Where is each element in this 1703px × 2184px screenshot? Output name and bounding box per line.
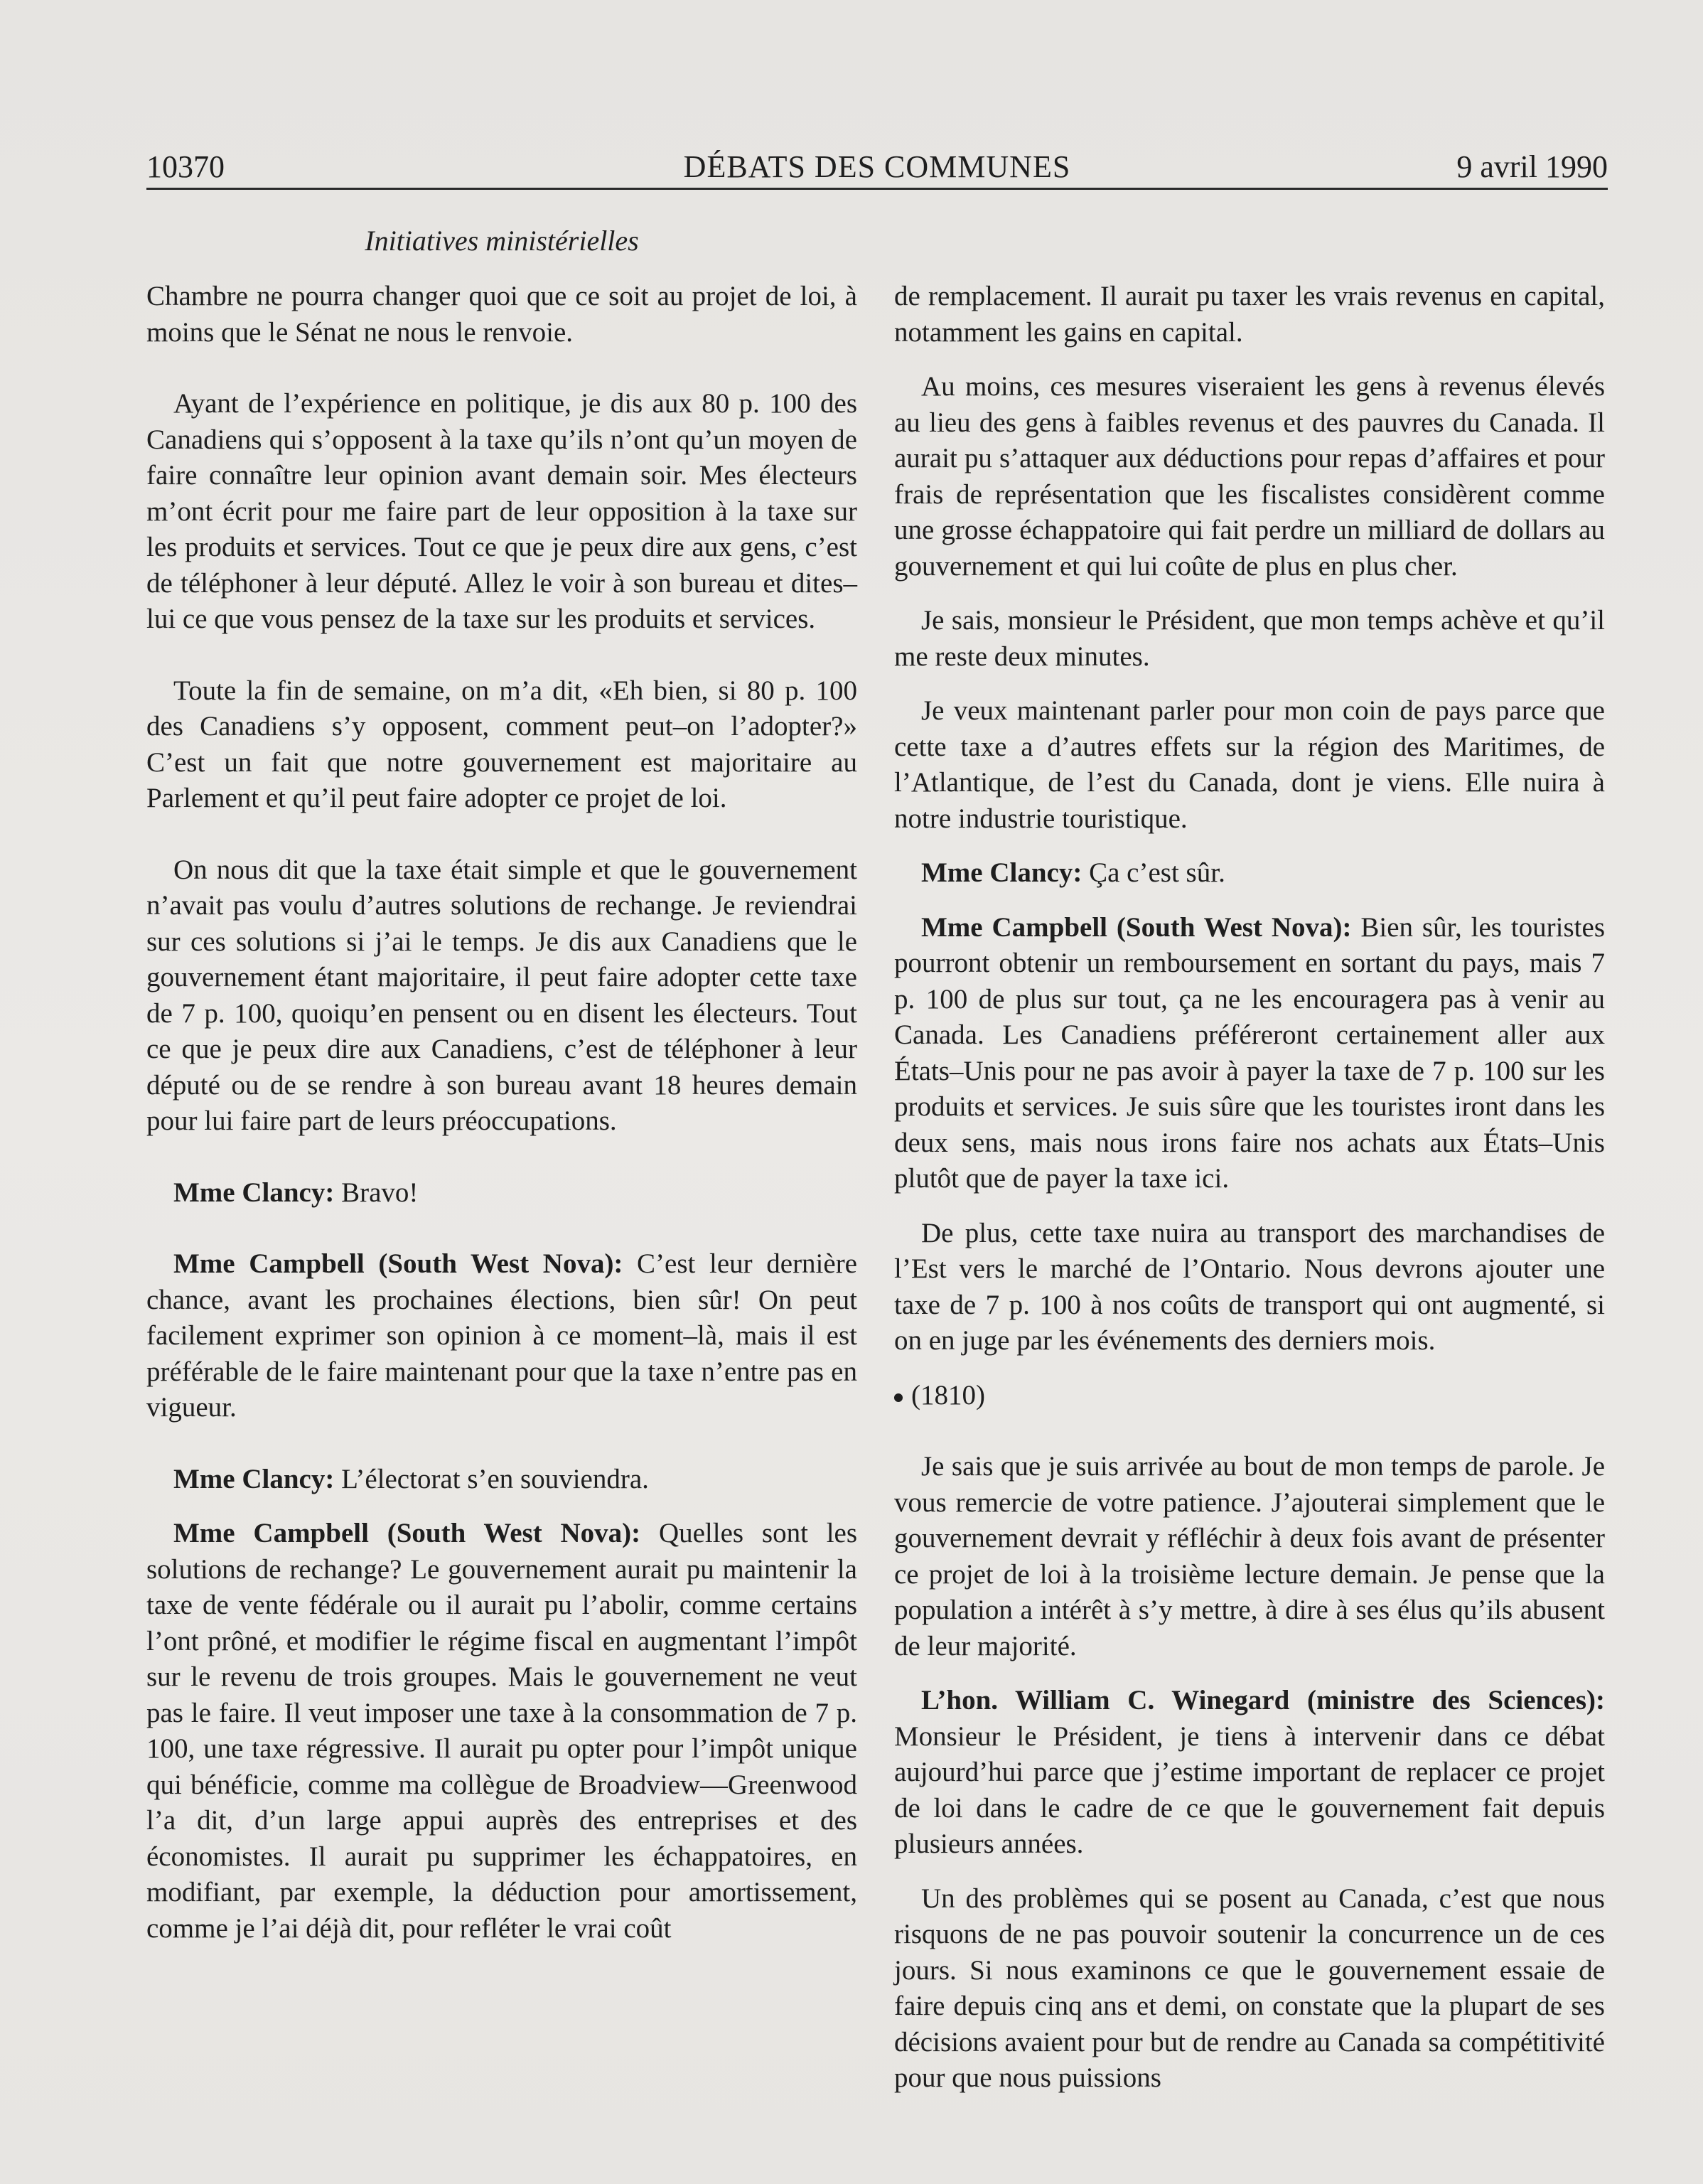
right-column — [894, 279, 1605, 2097]
speech-paragraph: Mme Clancy: L’électorat s’en souviendra. — [173, 1463, 649, 1494]
speech-paragraph: Mme Clancy: Bravo! — [173, 1177, 419, 1208]
page-number: 10370 — [146, 149, 225, 184]
section-label: Initiatives ministérielles — [365, 225, 639, 257]
paragraph: de remplacement. Il aurait pu taxer les vrais revenus en capital, notamment les gains en capital. — [894, 281, 1605, 348]
speaker-name: Mme Campbell (South West Nova): — [173, 1248, 623, 1279]
paragraph: Je veux maintenant parler pour mon coin de pays parce que cette taxe a d’autres effets sur la région des Maritimes, de l’Atlantique, de l’est du Canada, dont je viens. Elle nuira à notre industrie touristique. — [894, 695, 1605, 834]
paragraph: Chambre ne pourra changer quoi que ce soit au projet de loi, à moins que le Sénat ne nous le renvoie. — [146, 281, 857, 348]
speaker-name: Mme Clancy: — [921, 857, 1082, 888]
header-rule — [146, 188, 1608, 190]
bullet-icon — [894, 1393, 903, 1402]
speaker-name: Mme Campbell (South West Nova): — [921, 911, 1352, 943]
speaker-name: Mme Clancy: — [173, 1177, 335, 1208]
speech-paragraph: Mme Campbell (South West Nova): Quelles sont les solutions de rechange? Le gouvernement aurait pu maintenir la taxe de vente fédérale ou il aurait pu l’abolir, comme certains l’ont prôné, et modifier le régime fiscal en augmentant l’impôt sur le revenu de trois groupes. Mais le gouvernement ne veut pas le faire. Il veut imposer une taxe à la consommation de 7 p. 100, une taxe régressive. Il aurait pu opter pour l’impôt unique qui bénéficie, comme ma collègue de Broadview—Greenwood l’a dit, d’un large appui auprès des entreprises et des économistes. Il aurait pu supprimer les échappatoires, en modifiant, par exemple, la déduction pour amortissement, comme je l’ai déjà dit, pour refléter le vrai coût — [146, 1518, 858, 1944]
paragraph: Au moins, ces mesures viseraient les gens à revenus élevés au lieu des gens à faibles revenus et des pauvres du Canada. Il aurait pu s’attaquer aux déductions pour repas d’affaires et pour frais de représentation que les fiscalistes considèrent comme une grosse échappatoire qui fait perdre un milliard de dollars au gouvernement et qui lui coûte de plus en plus cher. — [894, 371, 1605, 582]
speaker-name: L’hon. William C. Winegard (ministre des Sciences): — [921, 1685, 1605, 1715]
issue-date: 9 avril 1990 — [1456, 149, 1608, 184]
paragraph: On nous dit que la taxe était simple et que le gouvernement n’avait pas voulu d’autres solutions de rechange. Je reviendrai sur ces solutions si j’ai le temps. Je dis aux Canadiens que le gouvernement étant majoritaire, il peut faire adopter cette taxe de 7 p. 100, quoiqu’en pensent ou en disent les électeurs. Tout ce que je peux dire aux Canadiens, c’est de téléphoner à leur député ou de se rendre à son bureau avant 18 heures demain pour lui faire part de leurs préoccupations. — [146, 854, 857, 1136]
speech-paragraph: Mme Campbell (South West Nova): C’est leur dernière chance, avant les prochaines élections, bien sûr! On peut facilement exprimer son opinion à ce moment–là, mais il est préférable de le faire maintenant pour que la taxe n’entre pas en vigueur. — [146, 1248, 857, 1423]
speech-paragraph: Mme Clancy: Ça c’est sûr. — [921, 857, 1225, 888]
speech-paragraph: Mme Campbell (South West Nova): Bien sûr, les touristes pourront obtenir un remboursement en sortant du pays, mais 7 p. 100 de plus sur tout, ça ne les encouragera pas à venir au Canada. Les Canadiens préféreront certainement aller aux États–Unis pour ne pas avoir à payer la taxe de 7 p. 100 sur les produits et services. Je suis sûre que les touristes iront dans les deux sens, mais nous irons faire nos achats aux États–Unis plutôt que de payer la taxe ici. — [894, 911, 1606, 1194]
paragraph: Je sais, monsieur le Président, que mon temps achève et qu’il me reste deux minutes. — [894, 605, 1605, 672]
timestamp: (1810) — [894, 1378, 1605, 1414]
page-header — [146, 146, 1608, 188]
paragraph: Je sais que je suis arrivée au bout de mon temps de parole. Je vous remercie de votre patience. J’ajouterai simplement que le gouvernement devrait y réfléchir à deux fois avant de présenter ce projet de loi à la troisième lecture demain. Je pense que la population a intérêt à s’y mettre, à dire à ses élus qu’ils abusent de leur majorité. — [894, 1451, 1605, 1661]
journal-title: DÉBATS DES COMMUNES — [683, 149, 1071, 184]
speech-paragraph: L’hon. William C. Winegard (ministre des Sciences): Monsieur le Président, je tiens à intervenir dans ce débat aujourd’hui parce que j’estime important de replacer ce projet de loi dans le cadre de ce que le gouvernement fait depuis plusieurs années. — [894, 1685, 1605, 1859]
paragraph: Toute la fin de semaine, on m’a dit, «Eh bien, si 80 p. 100 des Canadiens s’y opposent, comment peut–on l’adopter?» C’est un fait que notre gouvernement est majoritaire au Parlement et qu’il peut faire adopter ce projet de loi. — [146, 675, 857, 813]
paragraph: Ayant de l’expérience en politique, je dis aux 80 p. 100 des Canadiens qui s’opposent à la taxe qu’ils n’ont qu’un moyen de faire connaître leur opinion avant demain soir. Mes électeurs m’ont écrit pour me faire part de leur opposition à la taxe sur les produits et services. Tout ce que je peux dire aux gens, c’est de téléphoner à leur député. Allez le voir à son bureau et dites–lui ce que vous pensez de la taxe sur les produits et services. — [146, 388, 857, 634]
left-column — [146, 279, 857, 1947]
speaker-name: Mme Clancy: — [173, 1463, 335, 1494]
speaker-name: Mme Campbell (South West Nova): — [173, 1518, 641, 1548]
paragraph: De plus, cette taxe nuira au transport des marchandises de l’Est vers le marché de l’Ontario. Nous devrons ajouter une taxe de 7 p. 100 à nos coûts de transport qui ont augmenté, si on en juge par les événements des derniers mois. — [894, 1217, 1605, 1356]
paragraph: Un des problèmes qui se posent au Canada, c’est que nous risquons de ne pas pouvoir soutenir la concurrence un de ces jours. Si nous examinons ce que le gouvernement essaie de faire depuis cinq ans et demi, on constate que la plupart de ses décisions avaient pour but de rendre au Canada sa compétitivité pour que nous puissions — [894, 1883, 1605, 2093]
